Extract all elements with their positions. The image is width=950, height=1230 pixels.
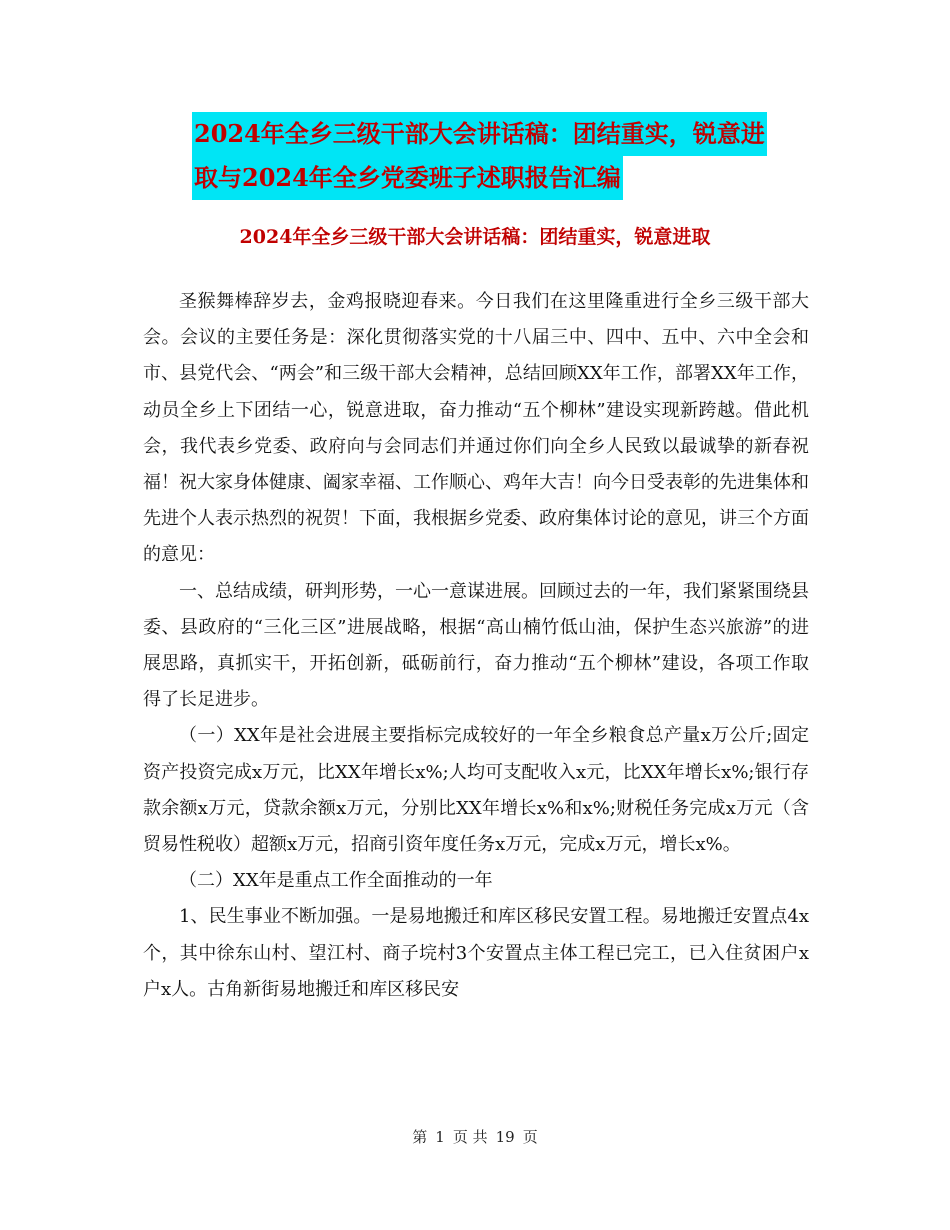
paragraph: （一）XX年是社会进展主要指标完成较好的一年全乡粮食总产量x万公斤;固定资产投资完成x万元，比XX年增长x%;人均可支配收入x元，比XX年增长x%;银行存款余额x万元，贷款余额x万元，分别比XX年增长x%和x%;财税任务完成x万元（含贸易性税收）超额x万元，招商引资年度任务x万元，完成x万元，增长x%。: [143, 725, 809, 856]
page-total: 19: [495, 1128, 515, 1146]
document-title-line-1: 2024年全乡三级干部大会讲话稿：团结重实，锐意进: [192, 112, 767, 156]
document-title-line-2: 取与2024年全乡党委班子述职报告汇编: [192, 156, 623, 200]
paragraph: （二）XX年是重点工作全面推动的一年: [179, 870, 493, 892]
page-number: 1: [435, 1128, 445, 1146]
page-footer: [0, 1126, 950, 1147]
footer-suffix: 页: [522, 1128, 538, 1146]
paragraph: 一、总结成绩，研判形势，一心一意谋进展。回顾过去的一年，我们紧紧围绕县委、县政府的“三化三区”进展战略，根据“高山楠竹低山油，保护生态兴旅游”的进展思路，真抓实干，开拓创新，砥砺前行，奋力推动“五个柳林”建设，各项工作取得了长足进步。: [143, 580, 809, 711]
footer-mid: 页 共: [452, 1128, 488, 1146]
footer-prefix: 第: [412, 1128, 428, 1146]
body-text: [143, 284, 809, 1008]
paragraph: 圣猴舞棒辞岁去，金鸡报晓迎春来。今日我们在这里隆重进行全乡三级干部大会。会议的主要任务是：深化贯彻落实党的十八届三中、四中、五中、六中全会和市、县党代会、“两会”和三级干部大会精神，总结回顾XX年工作，部署XX年工作，动员全乡上下团结一心，锐意进取，奋力推动“五个柳林”建设实现新跨越。借此机会，我代表乡党委、政府向与会同志们并通过你们向全乡人民致以最诚挚的新春祝福！祝大家身体健康、阖家幸福、工作顺心、鸡年大吉！向今日受表彰的先进集体和先进个人表示热烈的祝贺！下面，我根据乡党委、政府集体讨论的意见，讲三个方面的意见：: [143, 291, 809, 566]
section-title: 2024年全乡三级干部大会讲话稿：团结重实，锐意进取: [239, 226, 711, 248]
paragraph: 1、民生事业不断加强。一是易地搬迁和库区移民安置工程。易地搬迁安置点4x个，其中徐东山村、望江村、商子垸村3个安置点主体工程已完工，已入住贫困户x户x人。古角新街易地搬迁和库区移民安: [143, 906, 809, 1000]
